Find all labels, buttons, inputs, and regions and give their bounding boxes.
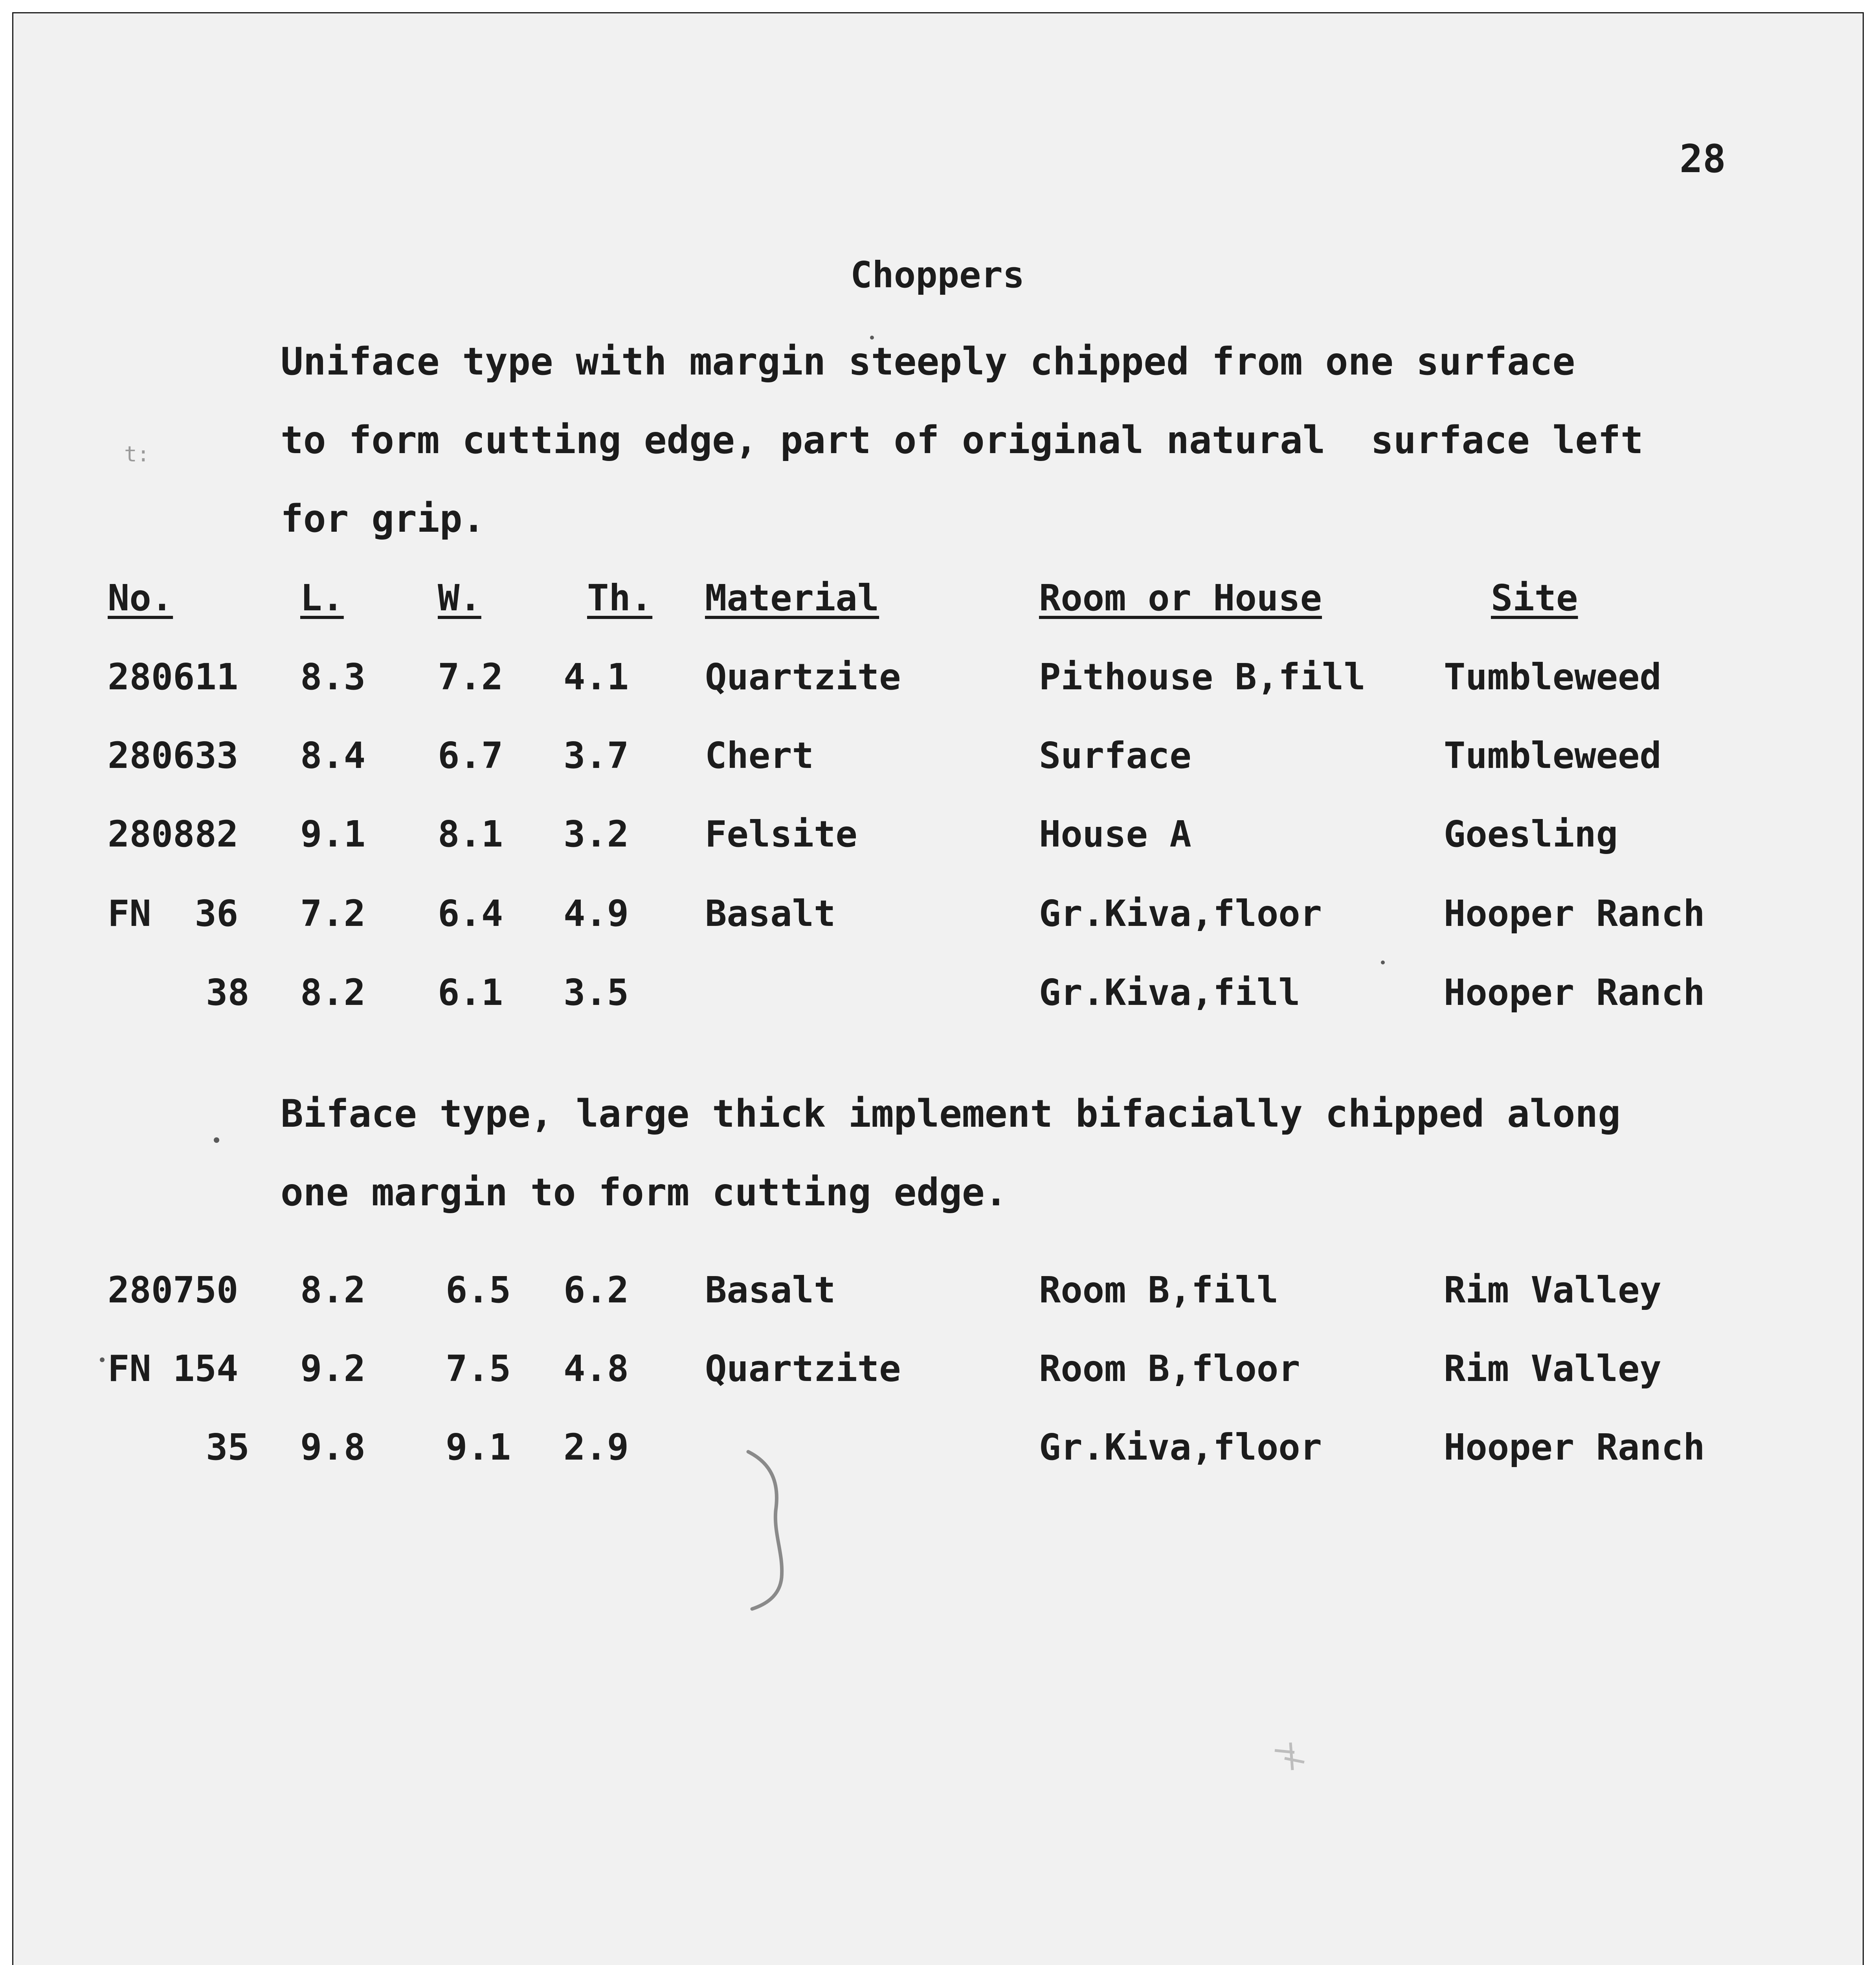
- cell-site: Goesling: [1444, 813, 1618, 855]
- hair-strand-mark: [736, 1436, 807, 1625]
- cell-length: 7.2: [300, 893, 366, 935]
- cell-no: FN 36: [108, 893, 239, 935]
- cell-no: 35: [206, 1426, 250, 1468]
- cell-site: Tumbleweed: [1444, 735, 1661, 777]
- cell-length: 8.2: [300, 971, 366, 1014]
- cell-thickness: 4.9: [564, 893, 629, 935]
- cell-length: 8.3: [300, 656, 366, 698]
- uniface-description-line-1: Uniface type with margin steeply chipped from one surface: [281, 340, 1575, 384]
- header-thickness: Th.: [587, 577, 653, 619]
- cell-room: Gr.Kiva,fill: [1039, 971, 1300, 1014]
- cell-width: 6.7: [438, 735, 503, 777]
- faint-smudge-mark: [1267, 1735, 1314, 1778]
- header-length: L.: [300, 577, 344, 619]
- cell-length: 8.2: [300, 1269, 366, 1311]
- cell-room: Gr.Kiva,floor: [1039, 1426, 1322, 1468]
- cell-length: 9.2: [300, 1348, 366, 1390]
- cell-width: 6.1: [438, 971, 503, 1014]
- section-title: Choppers: [850, 254, 1025, 296]
- cell-site: Hooper Ranch: [1444, 971, 1705, 1014]
- cell-no: 280750: [108, 1269, 239, 1311]
- header-room-or-house: Room or House: [1039, 577, 1322, 619]
- cell-site: Rim Valley: [1444, 1269, 1661, 1311]
- cell-thickness: 6.2: [564, 1269, 629, 1311]
- header-no: No.: [108, 577, 173, 619]
- cell-width: 8.1: [438, 813, 503, 855]
- cell-thickness: 3.2: [564, 813, 629, 855]
- cell-no: 38: [206, 971, 250, 1014]
- biface-description-line-2: one margin to form cutting edge.: [281, 1170, 1008, 1214]
- header-site: Site: [1491, 577, 1578, 619]
- cell-site: Hooper Ranch: [1444, 1426, 1705, 1468]
- header-width: W.: [438, 577, 481, 619]
- cell-room: House A: [1039, 813, 1191, 855]
- cell-room: Surface: [1039, 735, 1191, 777]
- cell-width: 7.5: [446, 1348, 511, 1390]
- biface-description-line-1: Biface type, large thick implement bifacially chipped along: [281, 1092, 1621, 1136]
- cell-material: Felsite: [705, 813, 857, 855]
- cell-no: 280633: [108, 735, 239, 777]
- cell-thickness: 3.7: [564, 735, 629, 777]
- cell-length: 8.4: [300, 735, 366, 777]
- cell-material: Quartzite: [705, 1348, 901, 1390]
- cell-thickness: 2.9: [564, 1426, 629, 1468]
- speck: [1381, 960, 1385, 964]
- cell-width: 7.2: [438, 656, 503, 698]
- cell-no: FN 154: [108, 1348, 239, 1390]
- cell-material: Basalt: [705, 1269, 836, 1311]
- speck: [100, 1357, 105, 1362]
- page-number: 28: [1680, 137, 1726, 182]
- cell-room: Pithouse B,fill: [1039, 656, 1366, 698]
- cell-length: 9.1: [300, 813, 366, 855]
- cell-material: Quartzite: [705, 656, 901, 698]
- cell-thickness: 4.1: [564, 656, 629, 698]
- cell-length: 9.8: [300, 1426, 366, 1468]
- cell-site: Rim Valley: [1444, 1348, 1661, 1390]
- cell-width: 9.1: [446, 1426, 511, 1468]
- cell-no: 280882: [108, 813, 239, 855]
- cell-material: Basalt: [705, 893, 836, 935]
- document-page: [12, 12, 1864, 1965]
- header-material: Material: [705, 577, 879, 619]
- uniface-description-line-2: to form cutting edge, part of original natural surface left: [281, 418, 1643, 462]
- cell-material: Chert: [705, 735, 814, 777]
- speck: [214, 1137, 219, 1143]
- cell-thickness: 4.8: [564, 1348, 629, 1390]
- cell-room: Room B,fill: [1039, 1269, 1279, 1311]
- cell-room: Gr.Kiva,floor: [1039, 893, 1322, 935]
- margin-note: t:: [124, 442, 150, 466]
- uniface-description-line-3: for grip.: [281, 497, 485, 541]
- cell-thickness: 3.5: [564, 971, 629, 1014]
- cell-width: 6.5: [446, 1269, 511, 1311]
- cell-site: Hooper Ranch: [1444, 893, 1705, 935]
- cell-room: Room B,floor: [1039, 1348, 1300, 1390]
- speck: [870, 336, 874, 340]
- cell-no: 280611: [108, 656, 239, 698]
- cell-site: Tumbleweed: [1444, 656, 1661, 698]
- cell-width: 6.4: [438, 893, 503, 935]
